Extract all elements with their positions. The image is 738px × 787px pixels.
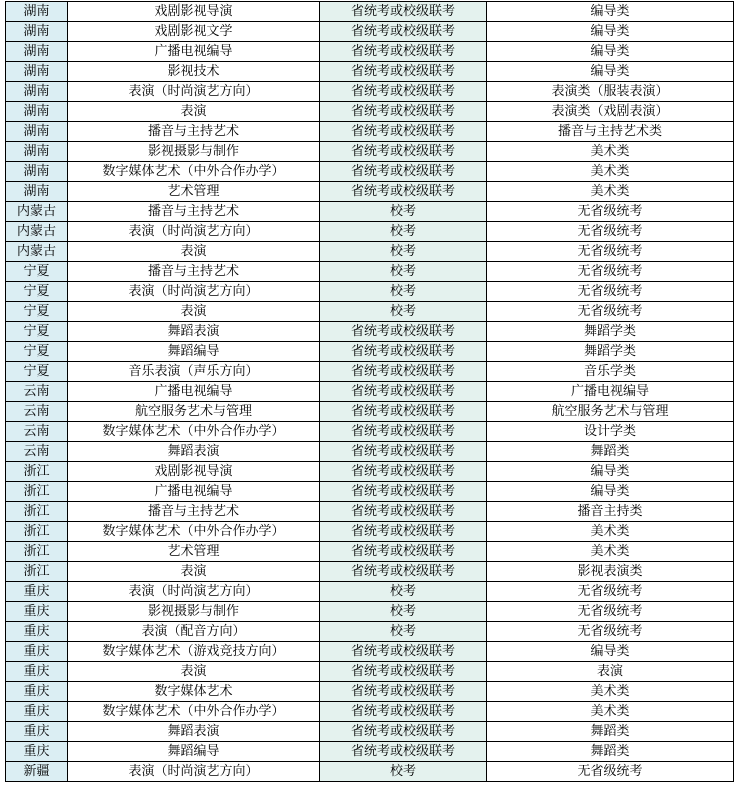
category-cell: 表演类（戏剧表演） xyxy=(487,102,734,122)
table-row xyxy=(6,582,734,602)
table-row xyxy=(6,342,734,362)
category-cell: 无省级统考 xyxy=(487,262,734,282)
province-cell: 云南 xyxy=(6,382,68,402)
category-cell: 设计学类 xyxy=(487,422,734,442)
province-cell: 重庆 xyxy=(6,642,68,662)
major-cell: 戏剧影视导演 xyxy=(68,462,320,482)
table-row xyxy=(6,82,734,102)
category-cell: 无省级统考 xyxy=(487,762,734,782)
exam-type-cell: 省统考或校级联考 xyxy=(320,562,487,582)
category-cell: 舞蹈学类 xyxy=(487,342,734,362)
major-cell: 表演 xyxy=(68,242,320,262)
category-cell: 编导类 xyxy=(487,482,734,502)
category-cell: 编导类 xyxy=(487,42,734,62)
admissions-table xyxy=(5,1,734,782)
table-row xyxy=(6,762,734,782)
exam-type-cell: 省统考或校级联考 xyxy=(320,702,487,722)
major-cell: 数字媒体艺术（中外合作办学） xyxy=(68,522,320,542)
province-cell: 湖南 xyxy=(6,102,68,122)
province-cell: 重庆 xyxy=(6,662,68,682)
category-cell: 无省级统考 xyxy=(487,302,734,322)
category-cell: 美术类 xyxy=(487,542,734,562)
major-cell: 表演 xyxy=(68,562,320,582)
province-cell: 湖南 xyxy=(6,82,68,102)
table-row xyxy=(6,682,734,702)
major-cell: 艺术管理 xyxy=(68,542,320,562)
province-cell: 云南 xyxy=(6,402,68,422)
category-cell: 音乐学类 xyxy=(487,362,734,382)
table-row xyxy=(6,482,734,502)
table-row xyxy=(6,622,734,642)
category-cell: 美术类 xyxy=(487,142,734,162)
major-cell: 广播电视编导 xyxy=(68,42,320,62)
table-row xyxy=(6,122,734,142)
major-cell: 戏剧影视文学 xyxy=(68,22,320,42)
category-cell: 编导类 xyxy=(487,22,734,42)
province-cell: 湖南 xyxy=(6,142,68,162)
category-cell: 舞蹈类 xyxy=(487,722,734,742)
category-cell: 美术类 xyxy=(487,702,734,722)
table-row xyxy=(6,302,734,322)
exam-type-cell: 校考 xyxy=(320,582,487,602)
category-cell: 无省级统考 xyxy=(487,282,734,302)
province-cell: 宁夏 xyxy=(6,342,68,362)
table-row xyxy=(6,422,734,442)
exam-type-cell: 省统考或校级联考 xyxy=(320,82,487,102)
province-cell: 浙江 xyxy=(6,562,68,582)
province-cell: 湖南 xyxy=(6,42,68,62)
table-row xyxy=(6,322,734,342)
major-cell: 表演 xyxy=(68,102,320,122)
exam-type-cell: 省统考或校级联考 xyxy=(320,742,487,762)
major-cell: 表演（时尚演艺方向） xyxy=(68,762,320,782)
province-cell: 湖南 xyxy=(6,122,68,142)
province-cell: 重庆 xyxy=(6,702,68,722)
province-cell: 湖南 xyxy=(6,62,68,82)
table-row xyxy=(6,202,734,222)
table-row xyxy=(6,242,734,262)
table-row xyxy=(6,702,734,722)
exam-type-cell: 省统考或校级联考 xyxy=(320,22,487,42)
province-cell: 重庆 xyxy=(6,742,68,762)
major-cell: 艺术管理 xyxy=(68,182,320,202)
major-cell: 广播电视编导 xyxy=(68,482,320,502)
exam-type-cell: 省统考或校级联考 xyxy=(320,422,487,442)
table-row xyxy=(6,42,734,62)
exam-type-cell: 校考 xyxy=(320,622,487,642)
major-cell: 舞蹈表演 xyxy=(68,322,320,342)
category-cell: 无省级统考 xyxy=(487,202,734,222)
exam-type-cell: 省统考或校级联考 xyxy=(320,102,487,122)
table-row xyxy=(6,562,734,582)
exam-type-cell: 省统考或校级联考 xyxy=(320,322,487,342)
major-cell: 播音与主持艺术 xyxy=(68,262,320,282)
exam-type-cell: 省统考或校级联考 xyxy=(320,682,487,702)
major-cell: 戏剧影视导演 xyxy=(68,2,320,22)
province-cell: 云南 xyxy=(6,442,68,462)
major-cell: 数字媒体艺术（中外合作办学） xyxy=(68,702,320,722)
major-cell: 表演 xyxy=(68,302,320,322)
exam-type-cell: 省统考或校级联考 xyxy=(320,182,487,202)
province-cell: 湖南 xyxy=(6,2,68,22)
exam-type-cell: 省统考或校级联考 xyxy=(320,462,487,482)
exam-type-cell: 校考 xyxy=(320,242,487,262)
exam-type-cell: 省统考或校级联考 xyxy=(320,442,487,462)
major-cell: 航空服务艺术与管理 xyxy=(68,402,320,422)
major-cell: 舞蹈编导 xyxy=(68,342,320,362)
table-row xyxy=(6,462,734,482)
category-cell: 无省级统考 xyxy=(487,222,734,242)
category-cell: 美术类 xyxy=(487,682,734,702)
major-cell: 表演（时尚演艺方向） xyxy=(68,82,320,102)
category-cell: 航空服务艺术与管理 xyxy=(487,402,734,422)
province-cell: 新疆 xyxy=(6,762,68,782)
major-cell: 舞蹈表演 xyxy=(68,722,320,742)
table-row xyxy=(6,2,734,22)
exam-type-cell: 省统考或校级联考 xyxy=(320,402,487,422)
table-row xyxy=(6,382,734,402)
table-body xyxy=(6,2,734,782)
major-cell: 数字媒体艺术（中外合作办学） xyxy=(68,162,320,182)
province-cell: 内蒙古 xyxy=(6,242,68,262)
exam-type-cell: 省统考或校级联考 xyxy=(320,522,487,542)
table-row xyxy=(6,282,734,302)
exam-type-cell: 省统考或校级联考 xyxy=(320,382,487,402)
table-row xyxy=(6,522,734,542)
category-cell: 编导类 xyxy=(487,462,734,482)
category-cell: 美术类 xyxy=(487,162,734,182)
table-row xyxy=(6,662,734,682)
table-row xyxy=(6,182,734,202)
province-cell: 重庆 xyxy=(6,682,68,702)
province-cell: 浙江 xyxy=(6,502,68,522)
category-cell: 广播电视编导 xyxy=(487,382,734,402)
exam-type-cell: 省统考或校级联考 xyxy=(320,142,487,162)
province-cell: 湖南 xyxy=(6,162,68,182)
major-cell: 数字媒体艺术（中外合作办学） xyxy=(68,422,320,442)
major-cell: 数字媒体艺术 xyxy=(68,682,320,702)
table-row xyxy=(6,542,734,562)
province-cell: 内蒙古 xyxy=(6,222,68,242)
table-row xyxy=(6,502,734,522)
major-cell: 影视技术 xyxy=(68,62,320,82)
category-cell: 影视表演类 xyxy=(487,562,734,582)
table-row xyxy=(6,602,734,622)
category-cell: 舞蹈类 xyxy=(487,442,734,462)
category-cell: 编导类 xyxy=(487,2,734,22)
province-cell: 宁夏 xyxy=(6,362,68,382)
province-cell: 浙江 xyxy=(6,482,68,502)
province-cell: 重庆 xyxy=(6,722,68,742)
exam-type-cell: 校考 xyxy=(320,602,487,622)
exam-type-cell: 省统考或校级联考 xyxy=(320,362,487,382)
major-cell: 播音与主持艺术 xyxy=(68,502,320,522)
province-cell: 湖南 xyxy=(6,182,68,202)
table-row xyxy=(6,22,734,42)
category-cell: 播音主持类 xyxy=(487,502,734,522)
category-cell: 无省级统考 xyxy=(487,602,734,622)
province-cell: 浙江 xyxy=(6,462,68,482)
exam-type-cell: 校考 xyxy=(320,762,487,782)
major-cell: 播音与主持艺术 xyxy=(68,202,320,222)
province-cell: 宁夏 xyxy=(6,282,68,302)
province-cell: 重庆 xyxy=(6,602,68,622)
exam-type-cell: 省统考或校级联考 xyxy=(320,162,487,182)
exam-type-cell: 省统考或校级联考 xyxy=(320,662,487,682)
province-cell: 湖南 xyxy=(6,22,68,42)
exam-type-cell: 省统考或校级联考 xyxy=(320,482,487,502)
exam-type-cell: 省统考或校级联考 xyxy=(320,342,487,362)
province-cell: 云南 xyxy=(6,422,68,442)
category-cell: 无省级统考 xyxy=(487,582,734,602)
exam-type-cell: 校考 xyxy=(320,282,487,302)
major-cell: 数字媒体艺术（游戏竞技方向） xyxy=(68,642,320,662)
table-row xyxy=(6,722,734,742)
category-cell: 美术类 xyxy=(487,182,734,202)
province-cell: 内蒙古 xyxy=(6,202,68,222)
exam-type-cell: 省统考或校级联考 xyxy=(320,62,487,82)
category-cell: 美术类 xyxy=(487,522,734,542)
category-cell: 舞蹈学类 xyxy=(487,322,734,342)
major-cell: 舞蹈表演 xyxy=(68,442,320,462)
province-cell: 浙江 xyxy=(6,522,68,542)
major-cell: 影视摄影与制作 xyxy=(68,142,320,162)
table-row xyxy=(6,142,734,162)
major-cell: 表演（时尚演艺方向） xyxy=(68,582,320,602)
province-cell: 重庆 xyxy=(6,582,68,602)
exam-type-cell: 省统考或校级联考 xyxy=(320,502,487,522)
table-row xyxy=(6,742,734,762)
major-cell: 广播电视编导 xyxy=(68,382,320,402)
exam-type-cell: 省统考或校级联考 xyxy=(320,2,487,22)
category-cell: 无省级统考 xyxy=(487,242,734,262)
table-row xyxy=(6,162,734,182)
category-cell: 编导类 xyxy=(487,642,734,662)
province-cell: 宁夏 xyxy=(6,262,68,282)
category-cell: 表演类（服装表演） xyxy=(487,82,734,102)
exam-type-cell: 校考 xyxy=(320,202,487,222)
table-row xyxy=(6,262,734,282)
category-cell: 表演 xyxy=(487,662,734,682)
major-cell: 影视摄影与制作 xyxy=(68,602,320,622)
province-cell: 宁夏 xyxy=(6,322,68,342)
table-row xyxy=(6,642,734,662)
major-cell: 表演（时尚演艺方向） xyxy=(68,222,320,242)
exam-type-cell: 省统考或校级联考 xyxy=(320,122,487,142)
major-cell: 表演（时尚演艺方向） xyxy=(68,282,320,302)
province-cell: 重庆 xyxy=(6,622,68,642)
major-cell: 表演（配音方向） xyxy=(68,622,320,642)
category-cell: 舞蹈类 xyxy=(487,742,734,762)
category-cell: 播音与主持艺术类 xyxy=(487,122,734,142)
exam-type-cell: 校考 xyxy=(320,222,487,242)
major-cell: 舞蹈编导 xyxy=(68,742,320,762)
exam-type-cell: 省统考或校级联考 xyxy=(320,42,487,62)
table-row xyxy=(6,222,734,242)
exam-type-cell: 校考 xyxy=(320,302,487,322)
table-row xyxy=(6,362,734,382)
table-row xyxy=(6,402,734,422)
exam-type-cell: 校考 xyxy=(320,262,487,282)
exam-type-cell: 省统考或校级联考 xyxy=(320,722,487,742)
table-row xyxy=(6,62,734,82)
exam-type-cell: 省统考或校级联考 xyxy=(320,642,487,662)
province-cell: 宁夏 xyxy=(6,302,68,322)
table-row xyxy=(6,442,734,462)
major-cell: 播音与主持艺术 xyxy=(68,122,320,142)
category-cell: 编导类 xyxy=(487,62,734,82)
exam-type-cell: 省统考或校级联考 xyxy=(320,542,487,562)
province-cell: 浙江 xyxy=(6,542,68,562)
major-cell: 表演 xyxy=(68,662,320,682)
category-cell: 无省级统考 xyxy=(487,622,734,642)
major-cell: 音乐表演（声乐方向） xyxy=(68,362,320,382)
table-row xyxy=(6,102,734,122)
